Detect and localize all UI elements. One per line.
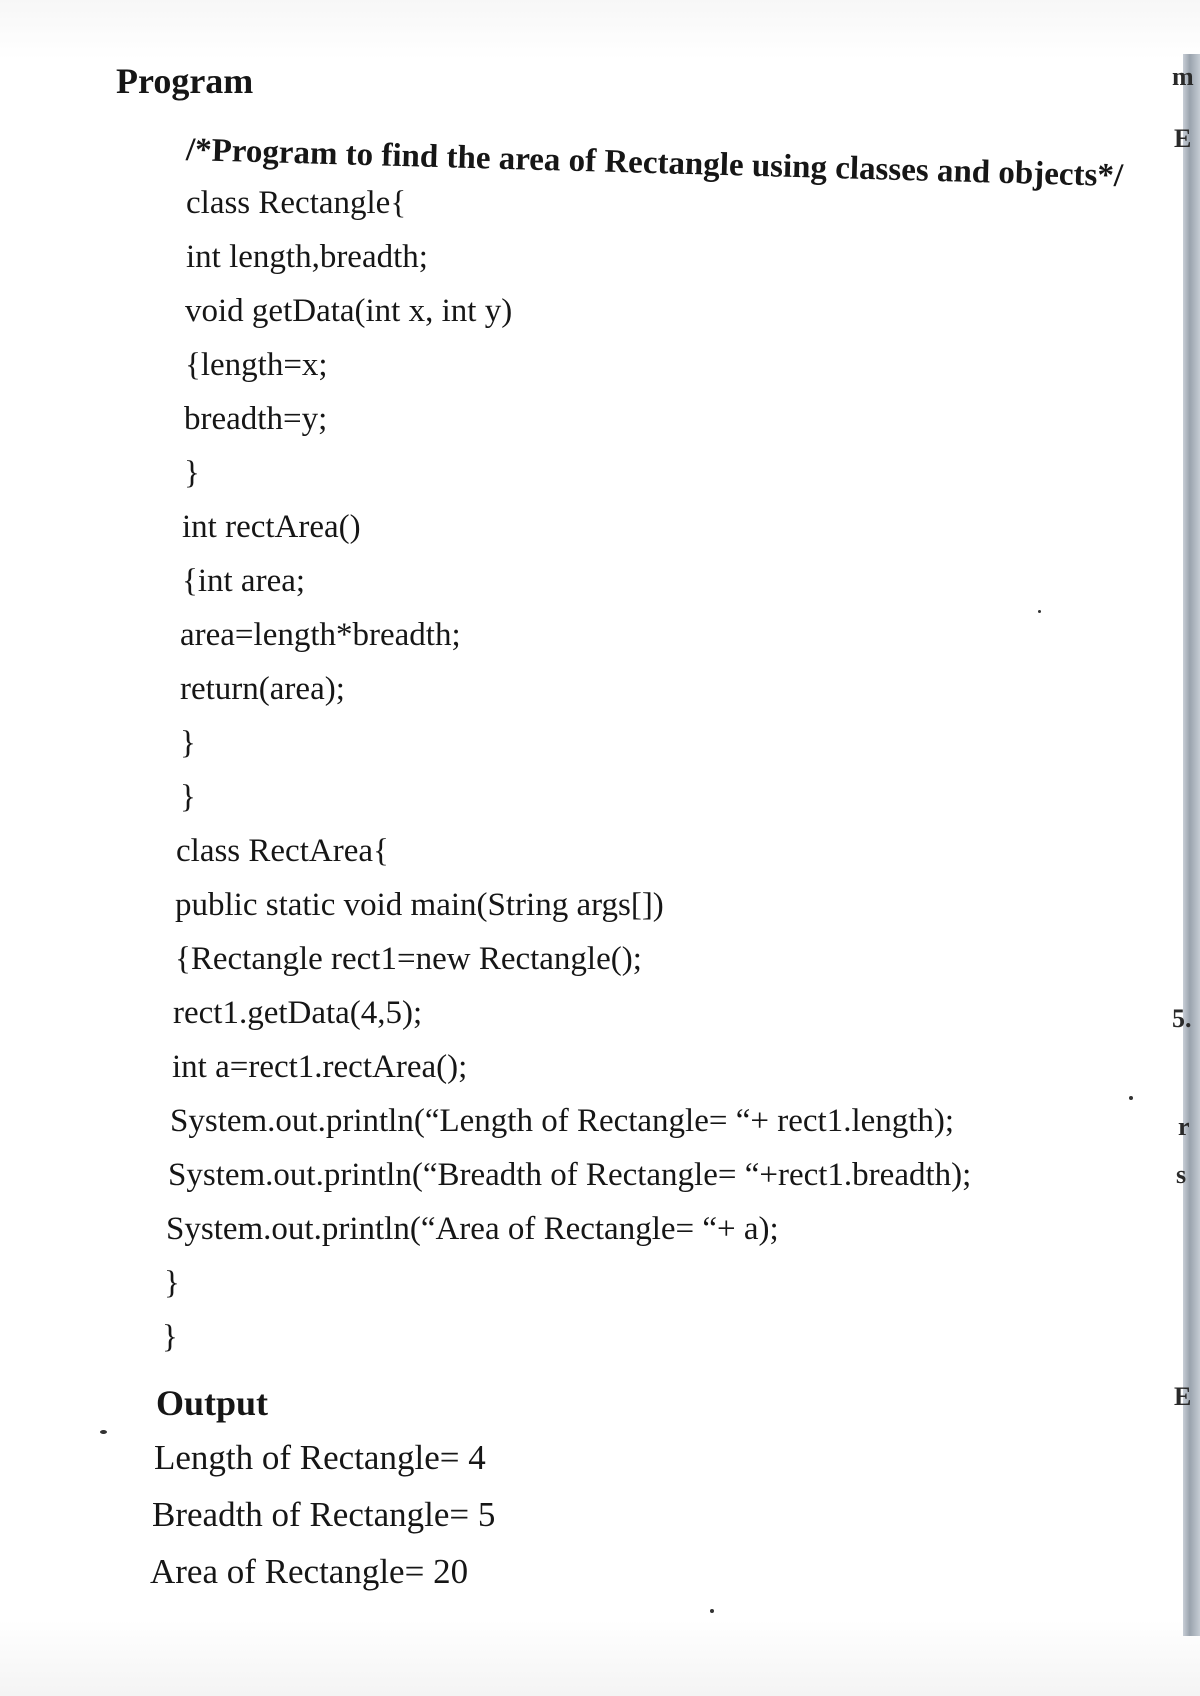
code-line: int rectArea() xyxy=(182,509,361,545)
scan-speck xyxy=(1038,610,1041,613)
code-line: {int area; xyxy=(182,563,306,599)
code-line: } xyxy=(184,455,200,491)
edge-fragment: s xyxy=(1176,1160,1187,1189)
scan-speck xyxy=(100,1430,107,1434)
code-line: rect1.getData(4,5); xyxy=(173,995,423,1031)
code-line: class Rectangle{ xyxy=(186,185,407,221)
output-line: Area of Rectangle= 20 xyxy=(150,1552,469,1591)
edge-fragment: E xyxy=(1174,1382,1192,1411)
code-line: } xyxy=(180,779,196,815)
top-shading xyxy=(0,0,1200,60)
edge-fragment: m xyxy=(1172,62,1194,91)
code-line: return(area); xyxy=(180,671,345,707)
output-heading: Output xyxy=(156,1383,269,1423)
code-line: System.out.println(“Length of Rectangle= “+ rect1.length); xyxy=(170,1103,955,1139)
edge-fragment: E xyxy=(1174,124,1192,153)
code-line: void getData(int x, int y) xyxy=(185,293,513,329)
edge-fragment: 5. xyxy=(1172,1004,1192,1033)
output-line: Breadth of Rectangle= 5 xyxy=(152,1495,496,1534)
code-line: class RectArea{ xyxy=(176,833,389,869)
code-line: breadth=y; xyxy=(184,401,328,437)
code-line: } xyxy=(162,1319,178,1355)
code-line: int a=rect1.rectArea(); xyxy=(172,1049,468,1085)
code-line: {length=x; xyxy=(185,347,328,383)
program-comment: /*Program to find the area of Rectangle using classes and objects*/ xyxy=(185,132,1124,195)
output-line: Length of Rectangle= 4 xyxy=(154,1438,486,1477)
code-line: System.out.println(“Area of Rectangle= “+ a); xyxy=(166,1211,779,1247)
bottom-shading xyxy=(0,1620,1200,1696)
code-line: System.out.println(“Breadth of Rectangle= “+rect1.breadth); xyxy=(168,1157,972,1193)
code-line: {Rectangle rect1=new Rectangle(); xyxy=(175,941,642,977)
scan-speck xyxy=(1129,1096,1133,1100)
code-line: public static void main(String args[]) xyxy=(175,887,664,923)
code-line: } xyxy=(180,725,196,761)
scan-speck xyxy=(710,1609,714,1613)
code-line: } xyxy=(164,1265,180,1301)
program-heading: Program xyxy=(116,61,254,101)
edge-fragment: r xyxy=(1178,1112,1190,1141)
code-line: int length,breadth; xyxy=(186,239,428,275)
code-line: area=length*breadth; xyxy=(180,617,461,653)
